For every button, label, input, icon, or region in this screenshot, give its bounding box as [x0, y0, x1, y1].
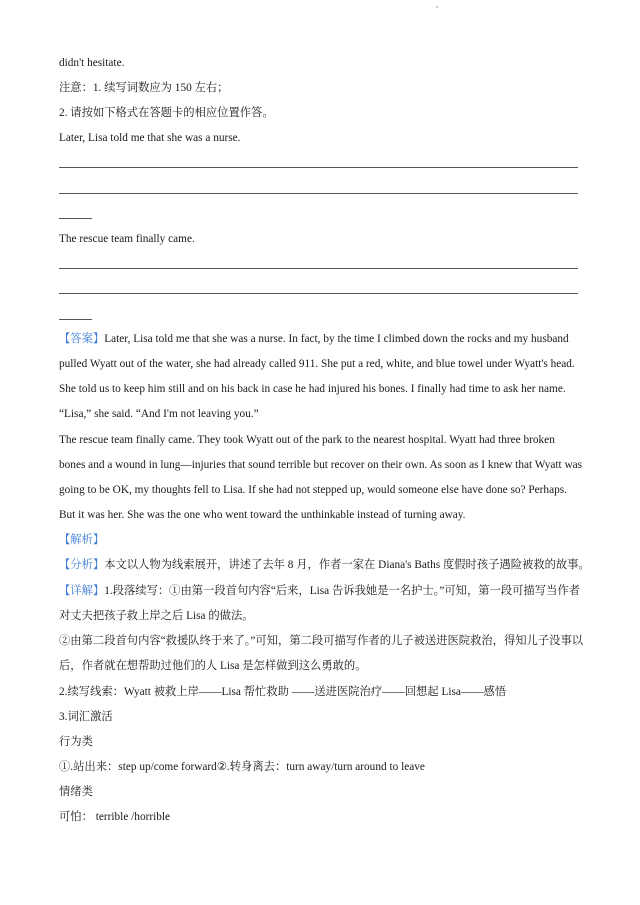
prompt-line-2: The rescue team finally came.: [59, 233, 195, 245]
answer-rule: [59, 193, 578, 194]
category-heading: 情绪类: [59, 786, 93, 798]
decorative-dot: [436, 6, 438, 8]
detail-line: [59, 584, 589, 598]
answer-para-line: going to be OK, my thoughts fell to Lisa. If she had not stepped up, would someone else have done so? Perhaps.: [59, 484, 567, 496]
answer-para-line: She told us to keep him still and on his back in case he had injured his bones. I finally had time to ask her name.: [59, 383, 566, 395]
vocab-heading: 3.词汇激活: [59, 711, 113, 723]
fx-tag: 【分析】: [59, 559, 105, 571]
analysis-tag: [59, 533, 589, 547]
answer-tag: 【答案】: [59, 333, 105, 345]
detail-line: 对丈夫把孩子救上岸之后 Lisa 的做法。: [59, 610, 254, 622]
vocab-line: 可怕： terrible /horrible: [59, 811, 171, 823]
answer-para-line: The rescue team finally came. They took Wyatt out of the park to the nearest hospital. Wyatt had three broken: [59, 434, 555, 446]
note-line: 注意：1. 续写词数应为 150 左右；: [59, 82, 229, 94]
answer-text: Later, Lisa told me that she was a nurse. In fact, by the time I climbed down the rocks and my husband: [104, 333, 569, 345]
detail-line: 后，作者就在想帮助过他们的人 Lisa 是怎样做到这么勇敢的。: [59, 660, 367, 672]
note-line: 2. 请按如下格式在答题卡的相应位置作答。: [59, 107, 274, 119]
fx-text: 本文以人物为线索展开，讲述了去年 8 月，作者一家在 Diana's Baths 度假时孩子遇险被救的故事。: [104, 559, 590, 571]
detail-line: ②由第二段首句内容“救援队终于来了。”可知，第二段可描写作者的儿子被送进医院救治，得知儿子没事以: [59, 635, 584, 647]
answer-para-line: “Lisa,” she said. “And I'm not leaving you.”: [59, 408, 259, 420]
answer-rule: [59, 268, 578, 269]
answer-para-line: bones and a wound in lung—injuries that sound terrible but recover on their own. As soon as I knew that Wyatt was: [59, 459, 583, 471]
answer-rule: [59, 167, 578, 168]
answer-rule-short: [59, 319, 92, 320]
analysis-line: [59, 558, 589, 572]
answer-rule-short: [59, 218, 92, 219]
vocab-line: ①.站出来：step up/come forward②.转身离去：turn away/turn around to leave: [59, 761, 425, 773]
answer-para-line: pulled Wyatt out of the water, she had already called 911. She put a red, white, and blue towel under Wyatt's head.: [59, 358, 575, 370]
text-line: didn't hesitate.: [59, 57, 125, 69]
answer-para-line: But it was her. She was the one who went toward the unthinkable instead of turning away.: [59, 509, 466, 521]
analysis-tag-text: 【解析】: [59, 534, 105, 546]
clue-line: 2.续写线索：Wyatt 被救上岸——Lisa 帮忙救助 ——送进医院治疗——回想起 Lisa——感悟: [59, 686, 507, 698]
xj-text: 1.段落续写：①由第一段首句内容“后来，Lisa 告诉我她是一名护士。”可知，第一段可描写当作者: [104, 585, 580, 597]
category-heading: 行为类: [59, 736, 93, 748]
xj-tag: 【详解】: [59, 585, 105, 597]
answer-rule: [59, 293, 578, 294]
prompt-line-1: Later, Lisa told me that she was a nurse.: [59, 132, 241, 144]
answer-para-line: [59, 332, 589, 346]
